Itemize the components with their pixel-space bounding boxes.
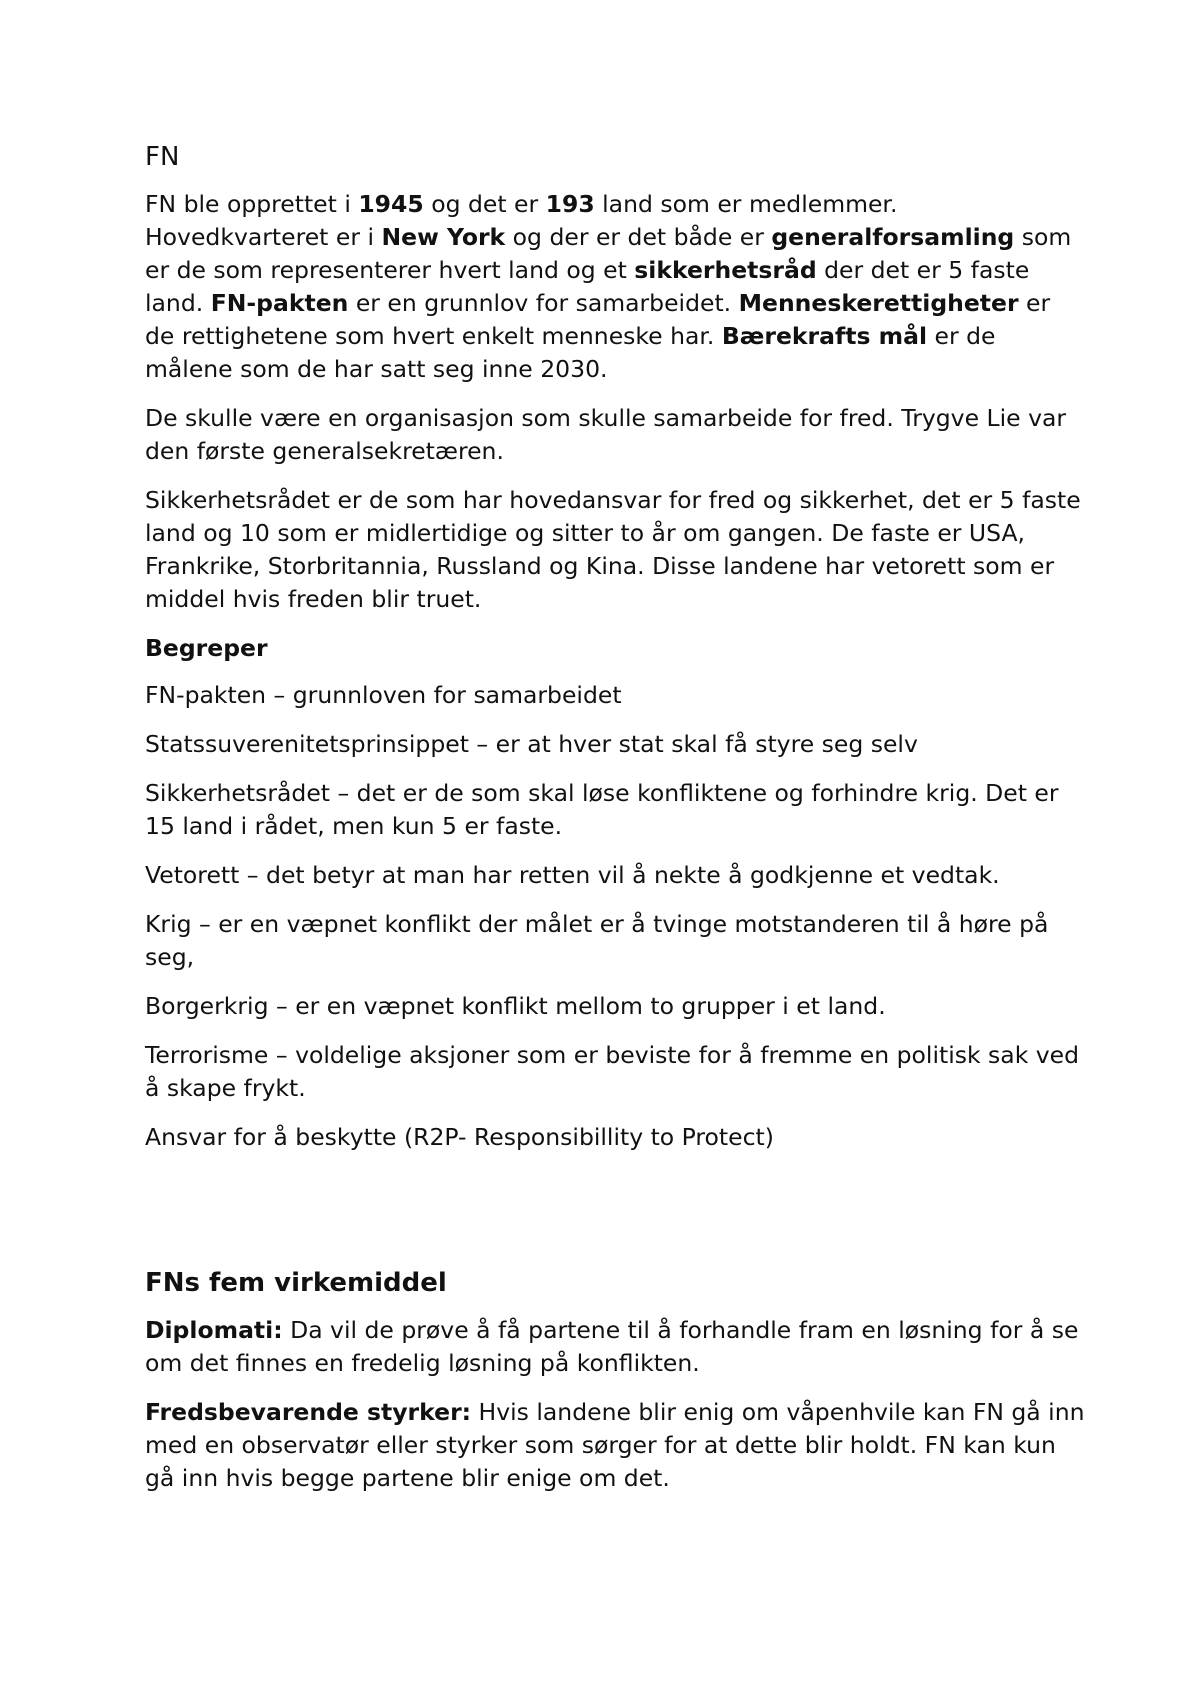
means-label: Diplomati: [145, 1316, 283, 1344]
means-item-diplomacy [145, 1314, 1085, 1380]
means-text: Hvis landene blir enig om våpenhvile kan FN gå inn med en observatør eller styrker som sørger for at dette blir holdt. FN kan kun gå inn hvis begge partene blir enige om det. [145, 1398, 1085, 1492]
intro-text-8: er de rettighetene som hvert enkelt menneske har. [145, 289, 1051, 350]
means-item-peacekeeping [145, 1396, 1085, 1495]
means-text: Da vil de prøve å få partene til å forhandle fram en løsning for å se om det finnes en fredelig løsning på konflikten. [145, 1316, 1079, 1377]
document-page [145, 140, 1085, 1511]
paragraph-security-council: Sikkerhetsrådet er de som har hovedansvar for fred og sikkerhet, det er 5 faste land og 10 som er midlertidige og sitter to år om gangen. De faste er USA, Frankrike, Storbritannia, Russland og Kina. Disse landene har vetorett som er middel hvis freden blir truet. [145, 486, 1081, 613]
intro-bold-year: 1945 [358, 190, 424, 218]
term-item: Borgerkrig – er en væpnet konflikt mellom to grupper i et land. [145, 992, 886, 1020]
intro-text-9: er de målene som de har satt seg inne 2030. [145, 322, 996, 383]
spacer [145, 1170, 1085, 1266]
paragraph-purpose: De skulle være en organisasjon som skulle samarbeide for fred. Trygve Lie var den første generalsekretæren. [145, 404, 1067, 465]
intro-text-7: er en grunnlov for samarbeidet. [348, 289, 739, 317]
intro-bold-human-rights: Menneskerettigheter [738, 289, 1019, 317]
intro-text-6: der det er 5 faste land. [145, 256, 1030, 317]
term-item: Terrorisme – voldelige aksjoner som er beviste for å fremme en politisk sak ved å skape frykt. [145, 1041, 1080, 1102]
intro-text-3: land som er medlemmer. Hovedkvarteret er i [145, 190, 898, 251]
section-title-means: FNs fem virkemiddel [145, 1268, 447, 1298]
intro-text-5: som er de som representerer hvert land og et [145, 223, 1072, 284]
means-label: Fredsbevarende styrker: [145, 1398, 472, 1426]
intro-bold-council: sikkerhetsråd [634, 256, 817, 284]
term-item: FN-pakten – grunnloven for samarbeidet [145, 681, 622, 709]
intro-text-2: og det er [423, 190, 546, 218]
document-title: FN [145, 142, 180, 172]
term-item: Krig – er en væpnet konflikt der målet er å tvinge motstanderen til å høre på seg, [145, 910, 1049, 971]
intro-text-4: og der er det både er [505, 223, 772, 251]
term-item: Sikkerhetsrådet – det er de som skal løse konfliktene og forhindre krig. Det er 15 land i rådet, men kun 5 er faste. [145, 779, 1059, 840]
term-item: Ansvar for å beskytte (R2P- Responsibillity to Protect) [145, 1123, 774, 1151]
term-item: Statssuverenitetsprinsippet – er at hver stat skal få styre seg selv [145, 730, 918, 758]
intro-paragraph [145, 188, 1085, 386]
terms-heading: Begreper [145, 634, 268, 662]
intro-bold-city: New York [381, 223, 506, 251]
intro-bold-sustainability-goals: Bærekrafts mål [721, 322, 928, 350]
intro-bold-assembly: generalforsamling [771, 223, 1015, 251]
intro-bold-count: 193 [545, 190, 595, 218]
intro-bold-charter: FN-pakten [210, 289, 349, 317]
intro-text-1: FN ble opprettet i [145, 190, 359, 218]
term-item: Vetorett – det betyr at man har retten vil å nekte å godkjenne et vedtak. [145, 861, 1000, 889]
